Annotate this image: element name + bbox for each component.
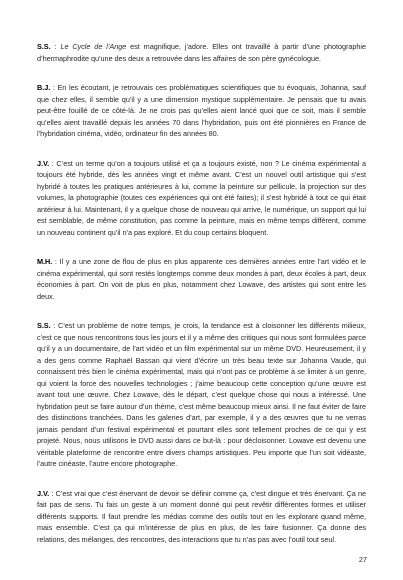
paragraph-text: est magnifique, j’adore. Elles ont travaillé à partir d’une photographie d’hermaphrodite qu’une des deux a retrouvée dans les affaires de son père gynécologue.: [37, 42, 366, 63]
paragraph-2: [37, 82, 366, 140]
speaker-separator: :: [50, 42, 61, 51]
speaker-label: M.H.: [37, 257, 53, 266]
speaker-separator: :: [52, 257, 60, 266]
paragraph-text: C’est un terme qu’on a toujours utilisé et ça a toujours existé, non ? Le cinéma expérimental a toujours été hybride, dès les années vingt et même avant. C’est un nouvel outil artistique qui s’est hybridé à toutes les pratiques antérieures à lui, comme la peinture sur pellicule, la projection sur des volumes, la photographie (toutes ces expériences qui ont été faites); il s’est hybridé à tout ce qui était antérieur à lui. Maintenant, il y a quelque chose de nouveau qui arrive, le numérique, un support qui lui est semblable, de même constitution, pas comme la peinture, mais en même temps différent, comme un nouveau continent qu’il n’a pas exploré. Et du coup certains bloquent.: [37, 158, 366, 237]
paragraph-4: [37, 256, 366, 302]
speaker-separator: :: [49, 158, 57, 168]
paragraph-6: [37, 488, 366, 546]
speaker-separator: :: [50, 321, 58, 330]
paragraph-1: [37, 41, 366, 64]
speaker-label: J.V.: [37, 158, 50, 168]
speaker-separator: :: [50, 83, 58, 92]
page-number: 27: [358, 555, 367, 564]
speaker-label: S.S.: [37, 321, 51, 330]
work-title: Le Cycle de l’Ange: [60, 42, 127, 51]
speaker-label: J.V.: [37, 488, 50, 498]
paragraph-text: C’est vrai que c’est énervant de devoir se définir comme ça, c’est dingue et très énervant. Ça ne fait pas de sens. Tu fais un geste à un moment donné qui peut revêtir différentes formes et utiliser différents supports. Il faut prendre les médias comme des outils tout en les explorant quand même, mais ensemble. C’est ça qui m’intéresse de plus en plus, de les faire fusionner. Ça donne des relations, des mélanges, des rencontres, des interactions que tu n’as pas avec l’outil tout seul.: [37, 488, 366, 544]
paragraph-text: En les écoutant, je retrouvais ces problématiques scientifiques que tu évoquais, Johanna, sauf que chez elles, il semble qu’il y a une dimension mystique supplémentaire. Je pensais que tu avais peut-être fouillé de ce côté-là. Je ne crois pas qu’elles aient lancé quoi que ce soit, mais il semble qu’elles aient travaillé depuis les années 70 dans l’hybridation, puis ont été pionnières en France de l’hybridation cinéma, vidéo, ordinateur fin des années 80.: [37, 83, 366, 138]
paragraph-text: C’est un problème de notre temps, je crois, la tendance est à cloisonner les différents milieux, c’est ce que nous rencontrons tous les jours et il y a même des critiques qui nous sont formulées parce qu’il y a un documentaire, de l’art vidéo et un film expérimental sur un même DVD. Heureusement, il y a des gens comme Raphaël Bassan qui vient d’écrire un très beau texte sur Johanna Vaude, qui connaissent très bien le cinéma expérimental, mais qui n’ont pas ce problème à se limiter à un genre, qui voient la force des nouvelles technologies ; j’aime beaucoup cette conception qu’une œuvre est avant tout une œuvre. Chez Lowave, dès le départ, c’est quelque chose qui nous a intéressé. Une hybridation peut se faire autour d’un thème, c’est même beaucoup mieux ainsi. Il ne faut éviter de faire des distinctions tranchées. Dans les galeries d’art, par exemple, il y a des œuvres que tu ne verras jamais pendant d’un festival expérimental et pourtant elles sont tellement proches de ce qui y est projeté. Nous, nous utilisons le DVD aussi dans ce but-là : pour décloisonner. Lowave est devenu une véritable plateforme de rencontre entre divers champs artistiques. Peu importe que l’un soit vidéaste, l’autre cinéaste, l’autre encore photographe.: [37, 321, 366, 468]
paragraph-5: [37, 320, 366, 470]
speaker-separator: :: [49, 488, 56, 498]
paragraph-text: Il y a une zone de flou de plus en plus apparente ces dernières années entre l’art vidéo et le cinéma expérimental, qui sont restés longtemps comme deux mondes à part, deux écoles à part, deux économies à part. On voit de plus en plus, notamment chez Lowave, des artistes qui sont entre les deux.: [37, 257, 366, 301]
speaker-label: S.S.: [37, 42, 51, 51]
speaker-label: B.J.: [37, 83, 51, 92]
paragraph-3: [37, 158, 366, 239]
